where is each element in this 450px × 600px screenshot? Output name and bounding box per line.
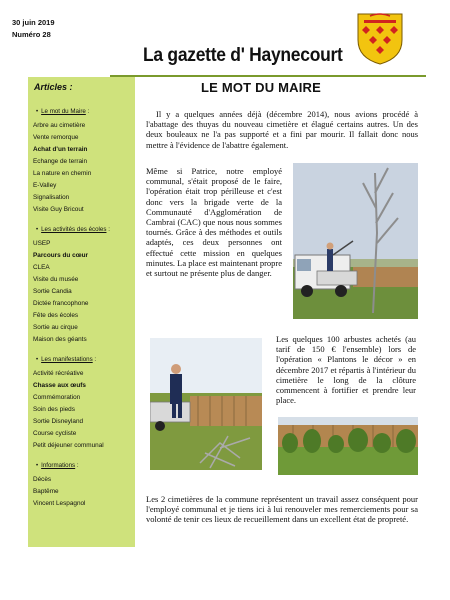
- sidebar-section-informations: [32, 462, 135, 510]
- section-title-text[interactable]: Informations: [41, 462, 76, 469]
- list-item[interactable]: Commémoration: [33, 394, 81, 401]
- article-paragraph-conclusion: Les 2 cimetières de la commune représentent un travail assez conséquent pour l'employé communal et je tiens ici à lui renouveler mes remerciements pour sa volonté de tenir ces lieux de recueillement dans un excellent état de propreté.: [146, 494, 418, 525]
- section-title: [36, 356, 135, 363]
- photo-tree-cut-down: [150, 338, 262, 470]
- sidebar-section-manifestations: [32, 356, 135, 452]
- article-paragraph-brigade: Même si Patrice, notre employé communal, s'était proposé de le faire, l'opération était trop périlleuse et c'est donc vers la brigade verte de la Communauté d'Agglomération de Cambrai (CAC) que nous nous sommes tournés. Grâce à des méthodes et outils adaptés, ces deux personnes ont effectué cette mission en quelques minutes. La place est maintenant propre et surtout ne présente plus de danger.: [146, 166, 282, 279]
- list-item[interactable]: Vincent Lespagnol: [33, 500, 86, 507]
- list-item[interactable]: Baptême: [33, 488, 59, 495]
- issue-number: Numéro 28: [12, 30, 51, 39]
- list-item[interactable]: Arbre au cimetière: [33, 122, 86, 129]
- list-item[interactable]: Parcours du cœur: [33, 252, 89, 259]
- list-item[interactable]: Visite du musée: [33, 276, 79, 283]
- list-item[interactable]: Visite Guy Bricout: [33, 206, 84, 213]
- photo-shrubs-fence: [278, 417, 418, 475]
- list-item[interactable]: Sortie Disneyland: [33, 418, 84, 425]
- list-item[interactable]: Petit déjeuner communal: [33, 442, 104, 449]
- list-item[interactable]: Vente remorque: [33, 134, 79, 141]
- coat-of-arms-crest: [356, 12, 404, 66]
- title-rule: [110, 75, 426, 77]
- photo-tree-felling: [293, 163, 418, 319]
- article-paragraph-intro: Il y a quelques années déjà (décembre 2014), nous avions procédé à l'abattage des thuyas du nouveau cimetière et élagué certains autres. Un des deux bouleaux ne l'a pas supporté et a fini par mourir. Il fallait donc nous mettre à l'évidence de l'abattre également.: [146, 109, 418, 150]
- section-title-suffix: :: [92, 356, 97, 363]
- list-item[interactable]: USEP: [33, 240, 51, 247]
- section-title-suffix: :: [85, 108, 90, 115]
- list-item[interactable]: Fête des écoles: [33, 312, 79, 319]
- list-item[interactable]: Achat d'un terrain: [33, 146, 88, 153]
- articles-sidebar: [28, 77, 135, 547]
- issue-meta: [12, 17, 55, 41]
- section-title: [36, 108, 135, 115]
- issue-date: 30 juin 2019: [12, 18, 55, 27]
- list-item[interactable]: Activité récréative: [33, 370, 84, 377]
- list-item[interactable]: Maison des géants: [33, 336, 87, 343]
- list-item[interactable]: Signalisation: [33, 194, 70, 201]
- list-item[interactable]: Course cycliste: [33, 430, 77, 437]
- bullet-icon: •: [36, 226, 39, 233]
- sidebar-section-mot-du-maire: [32, 108, 135, 216]
- sidebar-section-ecoles: [32, 226, 135, 346]
- section-title-text[interactable]: Les activités des écoles: [41, 226, 107, 233]
- list-item[interactable]: Sortie au cirque: [33, 324, 78, 331]
- section-title-text[interactable]: Les manifestations: [41, 356, 93, 363]
- bullet-icon: •: [36, 108, 39, 115]
- list-item[interactable]: CLEA: [33, 264, 50, 271]
- bullet-icon: •: [36, 462, 39, 469]
- article-title: LE MOT DU MAIRE: [201, 80, 321, 95]
- list-item[interactable]: Soin des pieds: [33, 406, 75, 413]
- list-item[interactable]: E-Valley: [33, 182, 57, 189]
- section-title-text[interactable]: Le mot du Maire: [41, 108, 86, 115]
- section-title-suffix: :: [106, 226, 110, 233]
- sidebar-heading: Articles :: [34, 82, 73, 92]
- list-item[interactable]: Dictée francophone: [33, 300, 89, 307]
- list-item[interactable]: Chasse aux œufs: [33, 382, 86, 389]
- article-paragraph-arbustes: Les quelques 100 arbustes achetés (au tarif de 150 € l'ensemble) lors de l'opération « Plantons le décor » en décembre 2017 et répartis à l'intérieur du cimetière le long de la clôture commencent à fortifier et prendre leur place.: [276, 334, 416, 406]
- section-title: [36, 462, 135, 469]
- list-item[interactable]: La nature en chemin: [33, 170, 92, 177]
- section-title: [36, 226, 135, 233]
- list-item[interactable]: Décès: [33, 476, 52, 483]
- list-item[interactable]: Echange de terrain: [33, 158, 88, 165]
- bullet-icon: •: [36, 356, 39, 363]
- section-title-suffix: :: [75, 462, 79, 469]
- newspaper-title: La gazette d' Haynecourt: [143, 45, 343, 66]
- list-item[interactable]: Sortie Candia: [33, 288, 72, 295]
